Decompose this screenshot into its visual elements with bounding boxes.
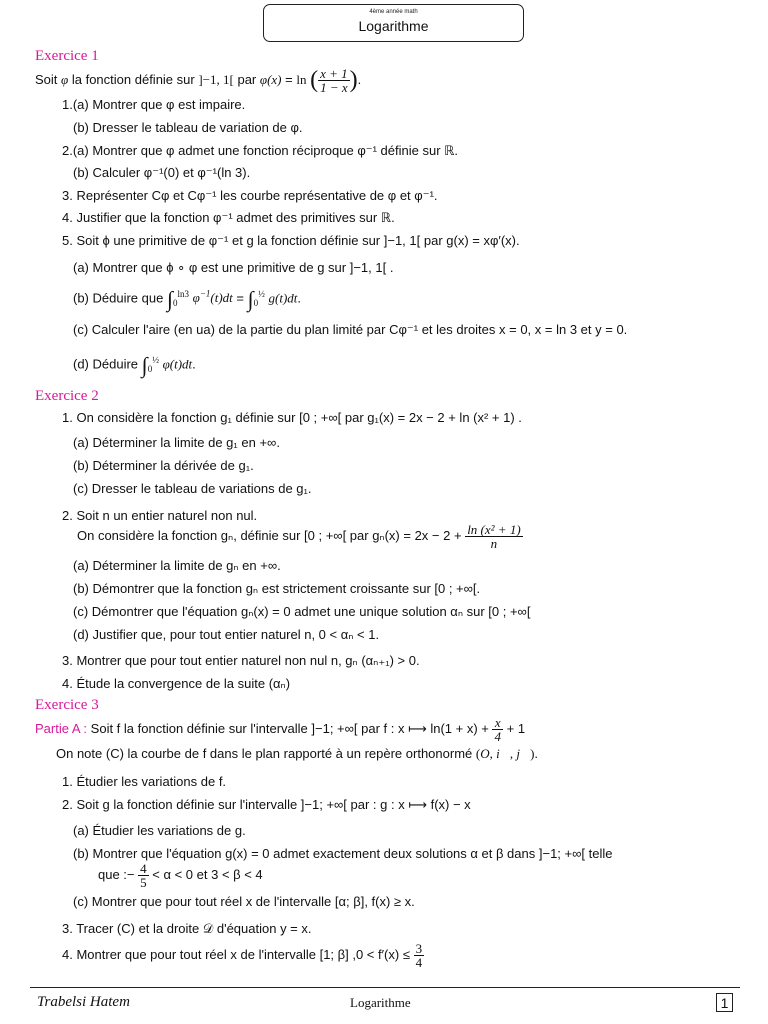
ex2-q2: 2. Soit n un entier naturel non nul. [62, 508, 258, 523]
ex3-q2b: (b) Montrer que l'équation g(x) = 0 admet exactement deux solutions α et β dans ]−1; +∞[ telle [73, 846, 613, 861]
ex2-q2b: (b) Démontrer que la fonction gₙ est strictement croissante sur [0 ; +∞[. [73, 581, 481, 596]
ex3-partie-a: Partie A : Soit f la fonction définie sur l'intervalle ]−1; +∞[ par f : x ⟼ ln(1 + x) + $\frac{x}{4}$ + 1 [35, 715, 526, 744]
ex3-q2c: (c) Montrer que pour tout réel x de l'intervalle [α; β], f(x) ≥ x. [73, 894, 415, 909]
ex3-q2: 2. Soit g la fonction définie sur l'intervalle ]−1; +∞[ par : g : x ⟼ f(x) − x [62, 797, 471, 812]
ex3-q2a: (a) Étudier les variations de g. [73, 823, 246, 838]
ex1-q5c: (c) Calculer l'aire (en ua) de la partie du plan limité par Cφ⁻¹ et les droites x = 0, x = ln 3 et y = 0. [73, 322, 628, 337]
ex2-q3: 3. Montrer que pour tout entier naturel non nul n, gₙ (αₙ₊₁) > 0. [62, 653, 420, 668]
ex1-q2b: (b) Calculer φ⁻¹(0) et φ⁻¹(ln 3). [73, 165, 251, 180]
footer-title: Logarithme [350, 995, 411, 1010]
ex3-q4: 4. Montrer que pour tout réel x de l'intervalle [1; β] ,0 < f′(x) ≤ $\frac{3}{4}$ [62, 941, 423, 970]
ex2-q1: 1. On considère la fonction g₁ définie sur [0 ; +∞[ par g₁(x) = 2x − 2 + ln (x² + 1) . [62, 410, 522, 425]
header-subtitle: 4ème année math [369, 9, 418, 15]
header-title: Logarithme [358, 18, 429, 34]
ex2-q2a: (a) Déterminer la limite de gₙ en +∞. [73, 558, 281, 573]
ex1-q5d: (d) Déduire $\int_0^{\frac{1}{2}}$ φ(t)dt. [73, 352, 196, 378]
ex1-q4: 4. Justifier que la fonction φ⁻¹ admet des primitives sur ℝ. [62, 210, 395, 225]
ex1-q3: 3. Représenter Cφ et Cφ⁻¹ les courbe représentative de φ et φ⁻¹. [62, 188, 438, 203]
ex3-note: On note (C) la courbe de f dans le plan rapporté à un repère orthonormé (O, i⃗, j⃗). [56, 746, 539, 761]
footer-author: Trabelsi Hatem [37, 994, 130, 1010]
ex1-q1a: 1.(a) Montrer que φ est impaire. [62, 97, 246, 112]
ex2-q1a: (a) Déterminer la limite de g₁ en +∞. [73, 435, 280, 450]
ex1-q2a: 2.(a) Montrer que φ admet une fonction réciproque φ⁻¹ définie sur ℝ. [62, 143, 459, 158]
ex2-q2d: (d) Justifier que, pour tout entier naturel n, 0 < αₙ < 1. [73, 627, 380, 642]
ex1-q5b: (b) Déduire que $\int_0^{ln3}$ $\varphi^{-1}(t)dt = \int_0^{\frac{1}{2}}$ g(t)dt. [73, 286, 302, 312]
ex3-q1: 1. Étudier les variations de f. [62, 774, 227, 789]
exercise1-intro: Soit φ la fonction définie sur ]−1, 1[ par φ(x) = ln ( $\frac{x + 1}{1 - x}$ ). [35, 66, 362, 95]
page-number: 1 [716, 993, 733, 1012]
ex3-q2b-line2: que :− $\frac{4}{5}$ < α < 0 et 3 < β < 4 [98, 861, 263, 890]
ex1-q5: 5. Soit ϕ une primitive de φ⁻¹ et g la fonction définie sur ]−1, 1[ par g(x) = xφ′(x). [62, 233, 520, 248]
exercise2-title: Exercice 2 [35, 388, 99, 404]
ex1-q1b: (b) Dresser le tableau de variation de φ. [73, 120, 303, 135]
exercise3-title: Exercice 3 [35, 697, 99, 713]
ex2-q1b: (b) Déterminer la dérivée de g₁. [73, 458, 254, 473]
exercise1-title: Exercice 1 [35, 48, 99, 64]
ex1-q5a: (a) Montrer que ϕ ∘ φ est une primitive de g sur ]−1, 1[ . [73, 260, 394, 275]
ex2-q1c: (c) Dresser le tableau de variations de g₁. [73, 481, 312, 496]
header-box [263, 4, 524, 42]
footer-rule [30, 987, 740, 988]
ex2-q2c: (c) Démontrer que l'équation gₙ(x) = 0 admet une unique solution αₙ sur [0 ; +∞[ [73, 604, 531, 619]
ex2-q4: 4. Étude la convergence de la suite (αₙ) [62, 676, 291, 691]
ex2-q2-line2: On considère la fonction gₙ, définie sur [0 ; +∞[ par gₙ(x) = 2x − 2 + $\frac{\text{ln (x² + 1)}}{n}$ [77, 522, 521, 551]
ex3-q3: 3. Tracer (C) et la droite 𝒟 d'équation y = x. [62, 921, 312, 936]
